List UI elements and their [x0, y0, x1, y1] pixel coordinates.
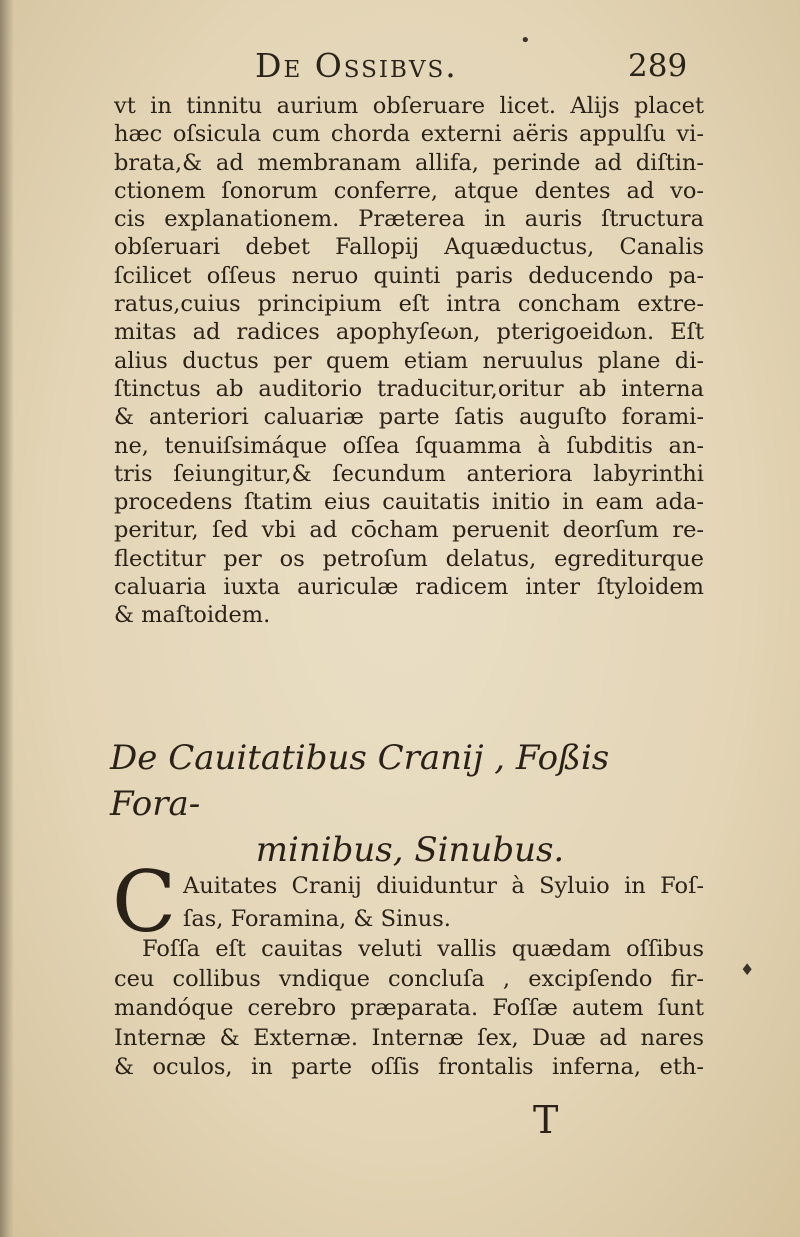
text-line: ceu collibus vndique concluſa , excipſendo fir-	[114, 965, 704, 992]
catchword: T	[533, 1098, 559, 1142]
opening-paragraph	[183, 870, 704, 936]
section-heading-line: minibus, Sinubus.	[255, 830, 565, 870]
text-line: mandóque cerebro præparata. Foſſæ autem ſunt	[114, 995, 704, 1021]
text-line: ne, tenuiſsimáque oſſea ſquamma à ſubditis an-	[114, 432, 704, 459]
text-line: mitas ad radices apophyſeωn, pterigoeidωn. Eſt	[114, 319, 704, 346]
text-line: peritur, ſed vbi ad cōcham peruenit deorſum re-	[114, 517, 704, 544]
text-line: vt in tinnitu aurium obſeruare licet. Alijs placet	[114, 93, 704, 119]
text-line: cis explanationem. Præterea in auris ſtructura	[114, 206, 704, 233]
section-heading-line: De Cauitatibus Cranij , Foßis Fora-	[110, 738, 610, 824]
text-line: & anteriori caluariæ parte ſatis auguſto forami-	[114, 404, 704, 431]
text-line: Foſſa eſt cauitas veluti vallis quædam oſſibus	[142, 936, 704, 962]
page-gutter-shadow	[0, 0, 14, 1237]
text-line: ſas, Foramina, & Sinus.	[183, 906, 451, 932]
text-line: hæc oſsicula cum chorda externi aëris appulſu vi-	[114, 121, 704, 148]
text-line: brata,& ad membranam allifa, perinde ad diſtin-	[114, 149, 704, 176]
text-line: & oculos, in parte oſſis frontalis inferna, eth-	[114, 1054, 704, 1080]
drop-capital: C	[112, 853, 177, 951]
text-line: alius ductus per quem etiam neruulus plane di-	[114, 347, 704, 374]
text-line: obſeruari debet Fallopij Aquæductus, Canalis	[114, 234, 704, 261]
body-paragraph-fossa	[114, 935, 704, 1083]
text-line: ſcilicet oſſeus neruo quinti paris deducendo pa-	[114, 262, 704, 289]
text-line: ctionem ſonorum conferre, atque dentes ad vo-	[114, 177, 704, 204]
page-number: 289	[628, 48, 688, 84]
page-header	[0, 40, 800, 100]
text-line: tris ſeiungitur,& ſecundum anteriora labyrinthi	[114, 460, 704, 487]
text-line: caluaria iuxta auriculæ radicem inter ſtyloidem	[114, 574, 704, 601]
ink-speck: •	[520, 30, 531, 51]
body-paragraph	[114, 92, 704, 630]
text-line: & maſtoidem.	[114, 602, 271, 629]
text-line: Auitates Cranij diuiduntur à Syluio in Foſ-	[183, 873, 704, 899]
section-heading	[110, 735, 710, 873]
text-line: Internæ & Externæ. Internæ ſex, Duæ ad nares	[114, 1024, 704, 1051]
ink-speck: ♦	[740, 960, 755, 979]
text-line: flectitur per os petroſum delatus, egrediturque	[114, 545, 704, 572]
running-title: De Ossibvs.	[255, 46, 458, 85]
text-line: procedens ſtatim eius cauitatis initio in eam ada-	[114, 489, 704, 516]
text-line: ratus,cuius principium eſt intra concham extre-	[114, 291, 704, 318]
text-line: ſtinctus ab auditorio traducitur,oritur ab interna	[114, 375, 704, 402]
